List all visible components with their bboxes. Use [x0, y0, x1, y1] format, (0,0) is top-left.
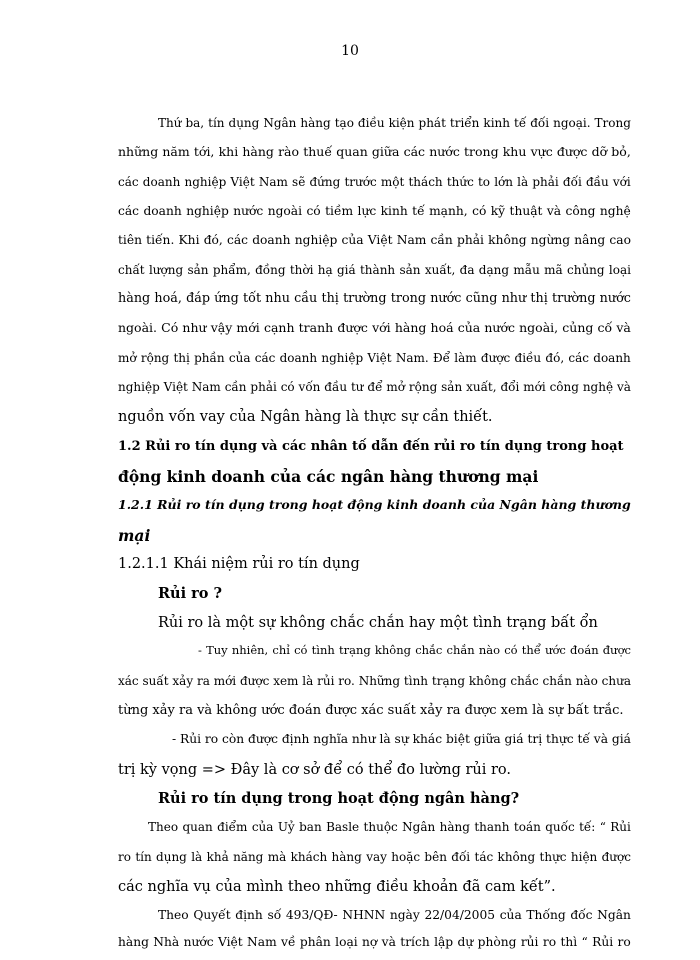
text-line: nghiệp Việt Nam cần phải có vốn đầu tư để mở rộng sản xuất, đổi mới công nghệ và: [118, 380, 631, 394]
text-line: tiên tiến. Khi đó, các doanh nghiệp của Việt Nam cần phải không ngừng nâng cao: [118, 233, 631, 247]
text-line: các doanh nghiệp Việt Nam sẽ đứng trước một thách thức to lớn là phải đối đầu với: [118, 175, 631, 189]
subheading-risk: Rủi ro ?: [158, 585, 223, 602]
text-line: nguồn vốn vay của Ngân hàng là thực sự cần thiết.: [118, 409, 493, 425]
text-line: - Rủi ro còn được định nghĩa như là sự khác biệt giữa giá trị thực tế và giá: [172, 732, 631, 746]
text-line: từng xảy ra và không ước đoán được xác suất xảy ra được xem là sự bất trắc.: [118, 703, 624, 718]
text-line: ngoài. Có như vậy mới cạnh tranh được với hàng hoá của nước ngoài, củng cố và: [118, 320, 631, 335]
text-line: Theo Quyết định số 493/QĐ- NHNN ngày 22/04/2005 của Thống đốc Ngân: [158, 908, 631, 922]
heading-1-2-1-line-1: 1.2.1 Rủi ro tín dụng trong hoạt động kinh doanh của Ngân hàng thương: [118, 497, 631, 512]
text-line: mở rộng thị phần của các doanh nghiệp Việt Nam. Để làm được điều đó, các doanh: [118, 351, 631, 365]
heading-1-2-1-line-2: mại: [118, 526, 151, 545]
text-line: chất lượng sản phẩm, đồng thời hạ giá thành sản xuất, đa dạng mẫu mã chủng loại: [118, 263, 631, 277]
text-line: trị kỳ vọng => Đây là cơ sở để có thể đo lường rủi ro.: [118, 762, 511, 778]
text-line: hàng Nhà nước Việt Nam về phân loại nợ và trích lập dự phòng rủi ro thì “ Rủi ro: [118, 935, 631, 949]
text-line: các doanh nghiệp nước ngoài có tiềm lực kinh tế mạnh, có kỹ thuật và công nghệ: [118, 204, 631, 218]
heading-1-2-1-1: 1.2.1.1 Khái niệm rủi ro tín dụng: [118, 556, 360, 572]
text-line: ro tín dụng là khả năng mà khách hàng vay hoặc bên đối tác không thực hiện được: [118, 850, 631, 864]
text-line: xác suất xảy ra mới được xem là rủi ro. Những tình trạng không chắc chắn nào chưa: [118, 674, 631, 688]
text-line: - Tuy nhiên, chỉ có tình trạng không chắc chắn nào có thể ước đoán được: [198, 643, 631, 657]
text-line: Theo quan điểm của Uỷ ban Basle thuộc Ngân hàng thanh toán quốc tế: “ Rủi: [148, 820, 631, 834]
heading-1-2-line-2: động kinh doanh của các ngân hàng thương mại: [118, 467, 539, 486]
text-line: các nghĩa vụ của mình theo những điều khoản đã cam kết”.: [118, 879, 556, 895]
page-number: 10: [341, 43, 359, 59]
subheading-credit-risk: Rủi ro tín dụng trong hoạt động ngân hàng?: [158, 790, 520, 807]
text-line: Thứ ba, tín dụng Ngân hàng tạo điều kiện phát triển kinh tế đối ngoại. Trong: [158, 116, 631, 130]
risk-definition: Rủi ro là một sự không chắc chắn hay một tình trạng bất ổn: [158, 615, 598, 631]
text-line: những năm tới, khi hàng rào thuế quan giữa các nước trong khu vực được dỡ bỏ,: [118, 144, 631, 159]
heading-1-2-line-1: 1.2 Rủi ro tín dụng và các nhân tố dẫn đến rủi ro tín dụng trong hoạt: [118, 439, 624, 454]
text-line: hàng hoá, đáp ứng tốt nhu cầu thị trường trong nước cũng như thị trường nước: [118, 291, 631, 306]
